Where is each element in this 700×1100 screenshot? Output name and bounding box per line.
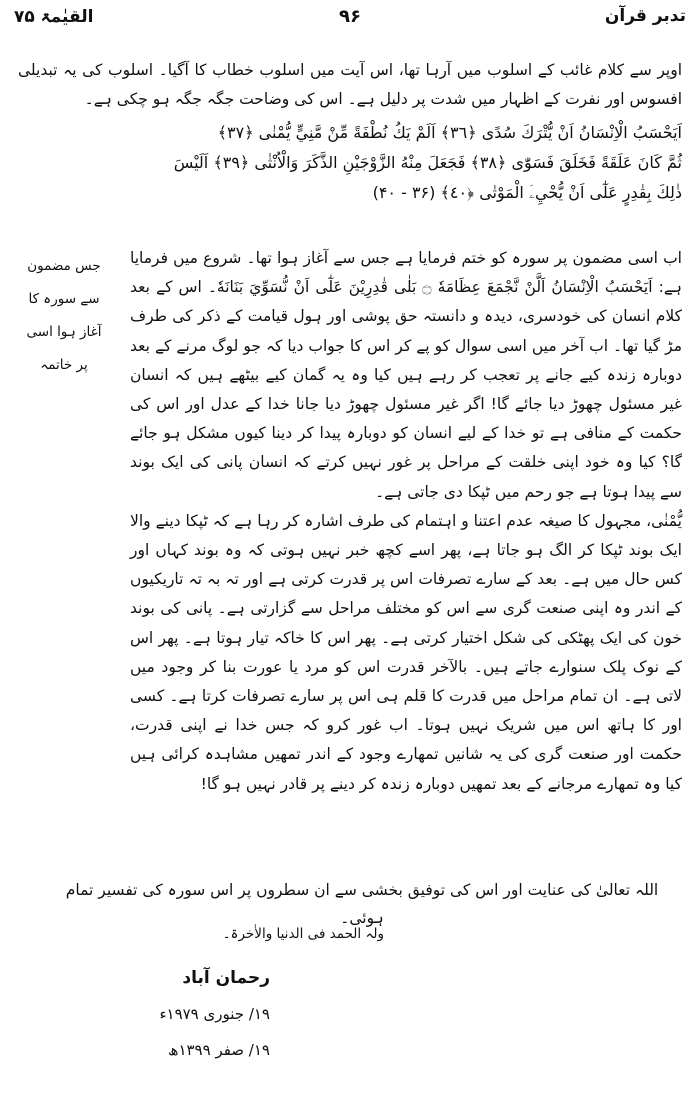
margin-note-line: سے سورہ کا	[28, 291, 100, 307]
praise-line: ولہ الحمد فی الدنیا والاٰخرۃ۔	[222, 926, 384, 942]
page-header	[14, 6, 686, 36]
ayah-line: ذٰلِكَ بِقٰدِرٍ عَلٰٓى اَنْ يُّحْيِۦَ الْمَوْتٰى ﴿٤٠﴾ (۳۶ - ۴۰)	[372, 183, 682, 202]
intro-paragraph: اوپر سے کلام غائب کے اسلوب میں آرہا تھا، اس آیت میں اسلوب خطاب کا آگیا۔ اسلوب کی یہ تبدیلی افسوس اور نفرت کے اظہار میں شدت پر دلیل ہے۔ اس کی وضاحت جگہ جگہ ہو چکی ہے۔	[18, 61, 682, 108]
place-name: رحمان آباد	[182, 968, 270, 988]
quran-verses	[18, 118, 682, 208]
margin-note-line: آغاز ہوا اسی	[26, 324, 102, 340]
commentary-section	[130, 244, 682, 799]
book-title: تدبر قرآن	[604, 6, 686, 26]
date-hijri: ۱۹/ صفر ۱۳۹۹ھ	[167, 1041, 270, 1059]
surah-name: القیٰمۃ ۷۵	[14, 7, 94, 27]
margin-note	[14, 250, 114, 382]
ayah-line: ثُمَّ كَانَ عَلَقَةً فَخَلَقَ فَسَوّٰى ﴿٣٨﴾ فَجَعَلَ مِنْهُ الزَّوْجَيْنِ الذَّكَرَ وَالْاُنْثٰى ﴿٣٩﴾ اَلَيْسَ	[173, 153, 682, 172]
commentary-paragraph: اب اسی مضمون پر سورہ کو ختم فرمایا ہے جس سے آغاز ہوا تھا۔ شروع میں فرمایا ہے: اَيَحْسَبُ الْاِنْسَانُ اَلَّنْ نَّجْمَعَ عِظَامَهٗ ۝ بَلٰى قٰدِرِيْنَ عَلٰٓى اَنْ نُّسَوِّيَ بَنَانَهٗ۔ اس کے بعد کلام انسان کی خودسری، دیدہ و دانستہ حق پوشی اور ہول قیامت کے ذکر کی طرف مڑ گیا تھا۔ اب آخر میں اسی سوال کو پے کر اس کا جواب دیا کہ جو لوگ مرنے کے بعد دوبارہ زندہ کیے جانے پر تعجب کر رہے ہیں کیا وہ یہ گمان کیے بیٹھے ہیں کہ انسان غیر مسئول چھوڑ دیا جائے گا! اگر غیر مسئول چھوڑ دیا جانا خدا کے عدل اور اس کی حکمت کے منافی ہے تو خدا کے لیے انسان کو دوبارہ پیدا کر دینا کیوں مشکل ہو جائے گا؟ کیا وہ خود اپنی خلقت کے مراحل پر غور نہیں کرتے کہ انسان پانی کی ایک بوند سے پیدا ہوتا ہے جو رحم میں ٹپکا دی جاتی ہے۔	[130, 249, 683, 501]
commentary-paragraph: يُّمْنٰى، مجہول کا صیغہ عدم اعتنا و اہتمام کی طرف اشارہ کر رہا ہے کہ ٹپکا دینے والا ایک بوند ٹپکا کر الگ ہو جاتا ہے، پھر اسے کچھ خبر نہیں ہوتی کہ وہ بوند کہاں اور کس حال میں ہے۔ بعد کے سارے تصرفات اس پر قدرت کرتی ہے اور تہ بہ تہ تاریکیوں کے اندر وہ اپنی صنعت گری سے اس کو مختلف مراحل سے گزارتی ہے۔ پانی کی بوند خون کی ایک پھٹکی کی شکل اختیار کرتی ہے۔ پھر اس کا خاکہ تیار ہوتا ہے۔ پھر اس کے نوک پلک سنوارے جاتے ہیں۔ بالآخر قدرت اس کو مرد یا عورت بنا کر وجود میں لاتی ہے۔ ان تمام مراحل میں قدرت کا قلم ہی اس پر سارے تصرفات کرتا ہے۔ کسی اور کا ہاتھ اس میں شریک نہیں ہوتا۔ اب غور کرو کہ جس خدا نے اپنی قدرت، حکمت اور صنعت گری کی یہ شانیں تمھارے وجود کے اندر تمھیں مشاہدہ کرائی ہیں کیا وہ تمھارے مرجانے کے بعد تمھیں دوبارہ زندہ کر دینے پر قادر نہیں ہو گا!	[130, 511, 682, 793]
closing-statement: اللہ تعالیٰ کی عنایت اور اس کی توفیق بخشی سے ان سطروں پر اس سورہ کی تفسیر تمام ہوئی۔	[65, 881, 659, 927]
margin-note-line: پر خاتمہ	[40, 357, 88, 373]
margin-note-line: جس مضمون	[27, 258, 101, 274]
date-gregorian: ۱۹/ جنوری ۱۹۷۹ء	[159, 1005, 270, 1023]
ayah-line: اَيَحْسَبُ الْاِنْسَانُ اَنْ يُّتْرَكَ سُدًى ﴿٣٦﴾ اَلَمْ يَكُ نُطْفَةً مِّنْ مَّنِيٍّ يُّمْنٰى ﴿٣٧﴾	[217, 123, 682, 142]
intro-section	[18, 56, 682, 212]
page-number: ۹۶	[339, 6, 361, 27]
signoff	[159, 960, 270, 1068]
